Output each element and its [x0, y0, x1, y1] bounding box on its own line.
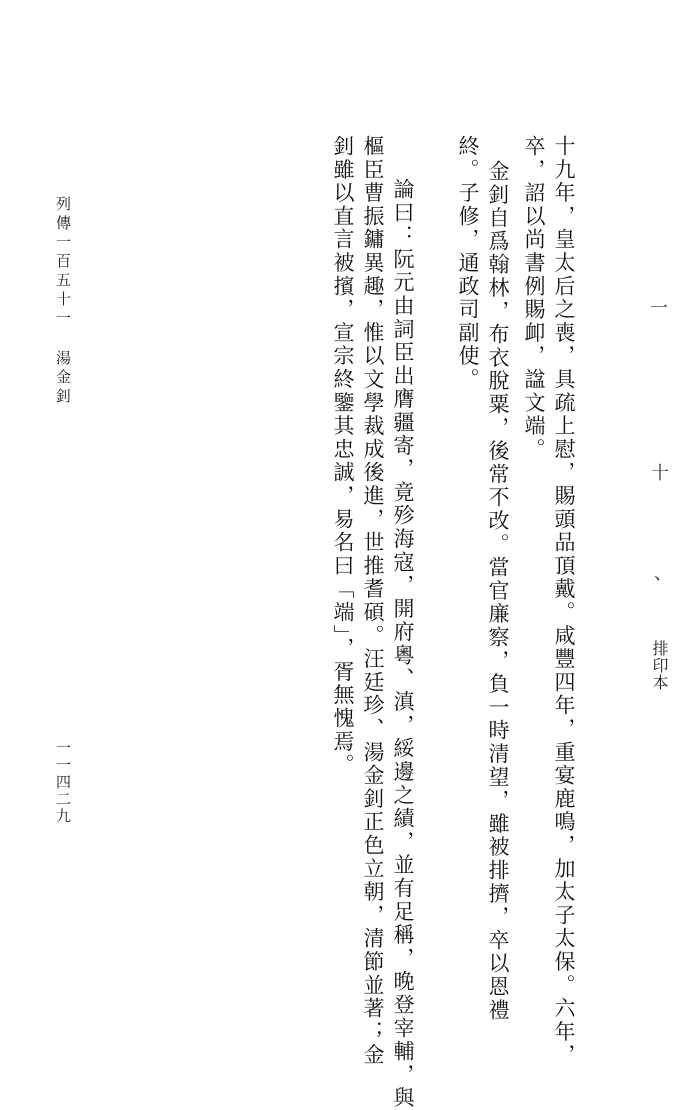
text-column-3: 金釗自爲翰林，布衣脫粟，後常不改。當官廉察，負一時清望，雖被排擠，卒以恩禮	[486, 160, 510, 1023]
text-column-2: 卒，詔以尚書例賜卹，諡文端。	[522, 135, 546, 462]
margin-mark-2: 十	[651, 463, 669, 484]
margin-mark-1: 一	[650, 298, 668, 319]
text-column-1: 十九年，皇太后之喪，具疏上慰，賜頭品頂戴。咸豐四年，重宴鹿鳴，加太子太保。六年，	[552, 135, 576, 1067]
text-column-5: 論曰：阮元由詞臣出膺疆寄，竟殄海寇，開府粵、滇，綏邊之績，並有足稱，晚登宰輔，與	[391, 178, 415, 1110]
text-column-7: 釗雖以直言被擯，宣宗終鑒其忠誠，易名曰「端」，胥無愧焉。	[331, 135, 355, 777]
text-column-6: 樞臣曹振鏞異趣，惟以文學裁成後進，世推耆碩。汪廷珍、湯金釗正色立朝，清節並著；金	[361, 135, 385, 1067]
margin-biography-name: 湯金釗	[54, 350, 72, 407]
margin-chapter-title: 列傳一百五十一	[54, 196, 72, 329]
text-column-4: 終。子修，通政司副使。	[456, 135, 480, 392]
margin-stamp: 排印本	[650, 640, 669, 691]
margin-page-number: 一一四二九	[54, 740, 72, 825]
margin-mark-3: 、	[654, 563, 672, 584]
